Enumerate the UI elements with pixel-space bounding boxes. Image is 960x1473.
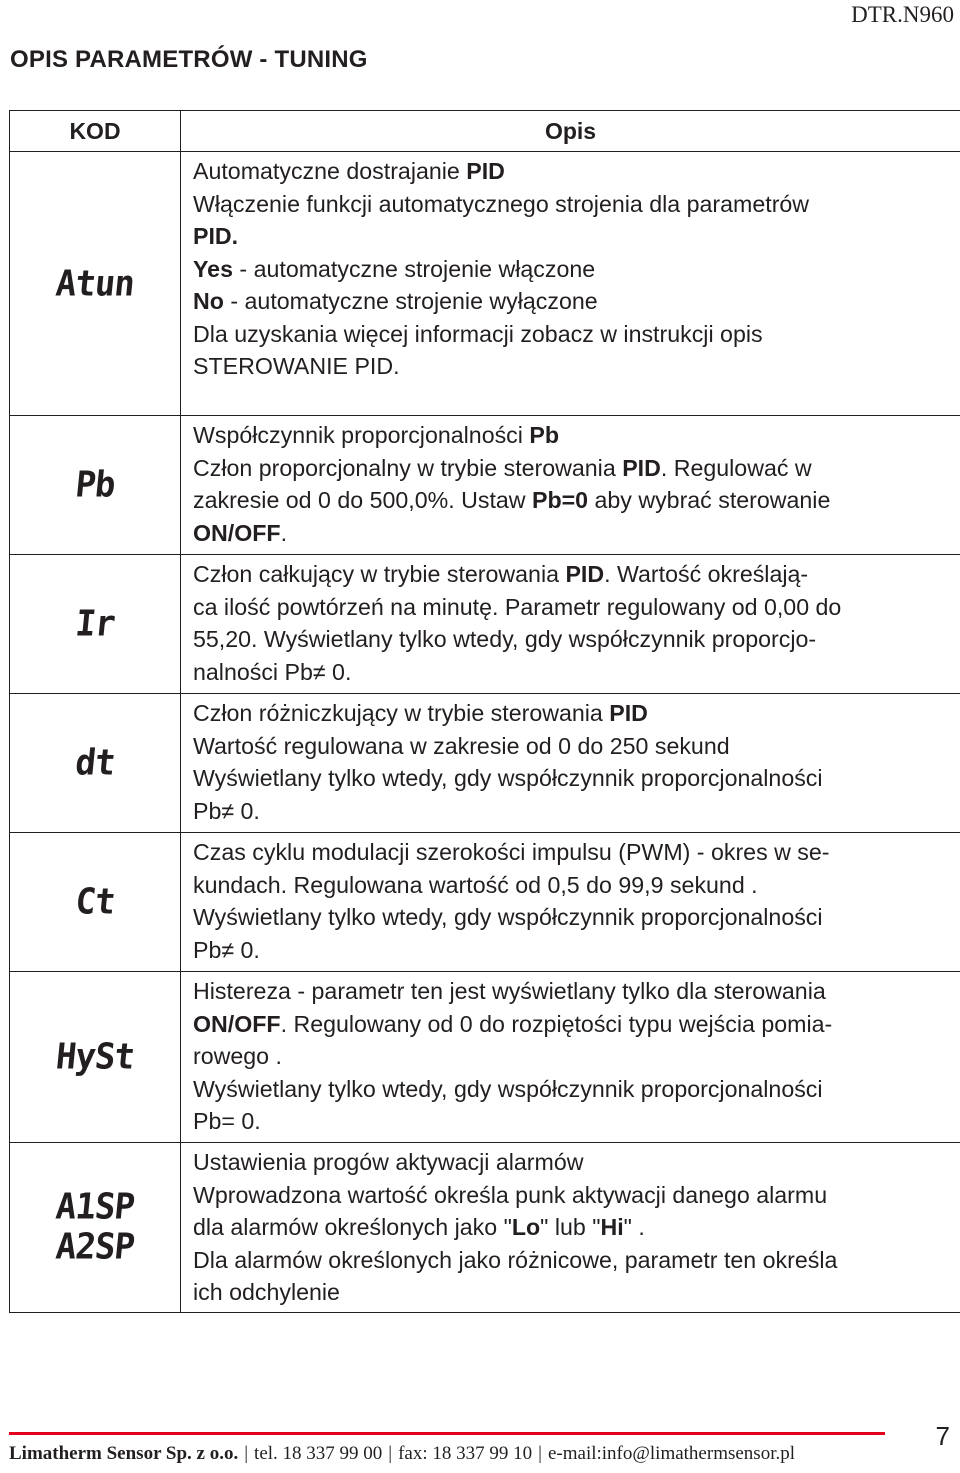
page-title: OPIS PARAMETRÓW - TUNING [10, 46, 368, 73]
text-segment: Człon różniczkujący w trybie sterowania [193, 700, 610, 726]
table-row [10, 1143, 960, 1313]
description-line [193, 1244, 956, 1277]
table-row [10, 694, 960, 833]
description-line [193, 484, 956, 517]
parameter-code-cell [10, 694, 181, 833]
description-line [193, 1040, 956, 1073]
text-segment: Czas cyklu modulacji szerokości impulsu (PWM) - okres w se- [193, 839, 830, 865]
parameter-description [181, 694, 960, 833]
text-segment: " . [623, 1214, 645, 1240]
text-segment: Pb≠ 0. [193, 936, 260, 963]
column-header-description: Opis [181, 111, 960, 152]
description-line [193, 285, 956, 318]
description-line [193, 975, 956, 1008]
parameter-code: Pb [73, 464, 117, 506]
text-segment: Lo [511, 1214, 541, 1240]
parameter-code-cell [10, 416, 181, 555]
parameter-code: Ir [73, 603, 117, 645]
footer-rule [9, 1432, 885, 1435]
description-line [193, 188, 956, 221]
text-segment: " lub " [540, 1214, 601, 1240]
text-segment: Wyświetlany tylko wtedy, gdy współczynnik proporcjonalności [193, 904, 823, 930]
description-line [193, 318, 956, 351]
description-line [193, 1008, 956, 1041]
footer-separator: | [244, 1443, 249, 1464]
description-line [193, 795, 956, 828]
text-segment: STEROWANIE PID. [193, 353, 400, 379]
parameter-description [181, 972, 960, 1143]
parameter-description [181, 833, 960, 972]
text-segment: rowego . [193, 1043, 282, 1069]
description-line [193, 1073, 956, 1106]
text-segment: Włączenie funkcji automatycznego strojenia dla parametrów [193, 190, 810, 217]
parameter-code: Atun [53, 262, 137, 305]
parameter-description [181, 416, 960, 555]
description-line [193, 762, 956, 795]
description-line [193, 253, 956, 286]
footer-company: Limatherm Sensor Sp. z o.o. [9, 1443, 239, 1464]
parameter-code: Ct [73, 881, 117, 923]
text-segment: Wprowadzona wartość określa punk aktywacji danego alarmu [193, 1181, 828, 1208]
description-line [193, 730, 956, 763]
table-row [10, 152, 960, 416]
text-segment: Wyświetlany tylko wtedy, gdy współczynnik proporcjonalności [193, 1075, 823, 1102]
description-line [193, 350, 956, 383]
parameter-description [181, 1143, 960, 1313]
text-segment: ca ilość powtórzeń na minutę. Parametr regulowany od 0,00 do [193, 593, 842, 620]
text-segment: Automatyczne dostrajanie [193, 158, 467, 184]
description-line [193, 1211, 956, 1244]
footer-phone: tel. 18 337 99 00 [254, 1443, 383, 1464]
text-segment: Pb= 0. [193, 1108, 261, 1134]
description-line [193, 623, 956, 656]
text-segment: PID [466, 158, 505, 184]
text-segment: . [280, 519, 288, 546]
footer-email: e-mail:info@limathermsensor.pl [547, 1443, 795, 1464]
description-line [193, 934, 956, 967]
text-segment: nalności Pb≠ 0. [193, 658, 352, 685]
parameter-code: HySt [53, 1036, 137, 1078]
parameter-code-cell [10, 972, 181, 1143]
table-row [10, 416, 960, 555]
description-line [193, 901, 956, 934]
document-code: DTR.N960 [851, 2, 954, 27]
description-line [193, 869, 956, 902]
text-segment: Yes [193, 255, 233, 282]
text-segment: . Regulowany od 0 do rozpiętości typu wejścia pomia- [280, 1010, 833, 1037]
parameter-code: A1SP [53, 1186, 137, 1229]
text-segment: - automatyczne strojenie włączone [232, 255, 596, 282]
footer [9, 1443, 795, 1465]
text-segment: 55,20. Wyświetlany tylko wtedy, gdy współczynnik proporcjo- [193, 626, 817, 652]
description-line [193, 155, 956, 188]
parameter-code-cell [10, 152, 181, 416]
description-line [193, 419, 956, 452]
description-line [193, 517, 956, 550]
column-header-code: KOD [10, 111, 181, 152]
text-segment: Współczynnik proporcjonalności [193, 422, 530, 448]
table-row [10, 555, 960, 694]
text-segment: aby wybrać sterowanie [588, 487, 831, 513]
text-segment: Dla uzyskania więcej informacji zobacz w instrukcji opis [193, 320, 763, 347]
text-segment: zakresie od 0 do 500,0%. Ustaw [193, 487, 532, 513]
text-segment: . Regulować w [660, 454, 812, 481]
description-line [193, 656, 956, 689]
text-segment: ON/OFF [193, 519, 281, 546]
footer-separator: | [538, 1443, 542, 1464]
text-segment: ich odchylenie [193, 1279, 340, 1305]
parameter-code-cell [10, 833, 181, 972]
text-segment: - automatyczne strojenie wyłączone [223, 288, 598, 314]
text-segment: Wartość regulowana w zakresie od 0 do 250 sekund [193, 732, 730, 759]
description-line [193, 558, 956, 591]
text-segment: Pb≠ 0. [193, 797, 260, 824]
text-segment: dla alarmów określonych jako " [193, 1214, 512, 1240]
description-line [193, 591, 956, 624]
description-line [193, 220, 956, 253]
parameter-code-cell [10, 1143, 181, 1313]
text-segment: Dla alarmów określonych jako różnicowe, parametr ten określa [193, 1246, 838, 1273]
parameters-table [9, 110, 960, 1313]
description-line [193, 1146, 956, 1179]
table-row [10, 833, 960, 972]
text-segment: Histereza - parametr ten jest wyświetlany tylko dla sterowania [193, 978, 826, 1004]
text-segment: Człon proporcjonalny w trybie sterowania [193, 454, 623, 481]
text-segment: Ustawienia progów aktywacji alarmów [193, 1149, 584, 1175]
text-segment: PID [622, 454, 661, 481]
text-segment: Wyświetlany tylko wtedy, gdy współczynnik proporcjonalności [193, 765, 823, 791]
description-line [193, 452, 956, 485]
parameter-code-cell [10, 555, 181, 694]
description-line [193, 697, 956, 730]
footer-fax: fax: 18 337 99 10 [398, 1443, 533, 1464]
parameter-code: dt [73, 742, 117, 784]
parameter-code: A2SP [53, 1226, 137, 1269]
footer-separator: | [388, 1443, 393, 1464]
table-row [10, 972, 960, 1143]
description-line [193, 1105, 956, 1138]
text-segment: Człon całkujący w trybie sterowania [193, 561, 566, 587]
text-segment: No [193, 288, 224, 314]
text-segment: Pb [529, 422, 560, 448]
text-segment: Pb=0 [531, 487, 589, 513]
text-segment: kundach. Regulowana wartość od 0,5 do 99,9 sekund . [193, 871, 758, 898]
description-line [193, 836, 956, 869]
text-segment: . Wartość określają- [604, 561, 809, 587]
description-line [193, 1179, 956, 1212]
parameter-description [181, 152, 960, 416]
text-segment: Hi [600, 1214, 624, 1240]
parameter-description [181, 555, 960, 694]
text-segment: PID [609, 700, 648, 726]
text-segment: ON/OFF [193, 1010, 281, 1037]
description-line [193, 1276, 956, 1309]
table-header-row [10, 111, 960, 152]
text-segment: PID [565, 561, 605, 587]
text-segment: PID. [193, 223, 239, 249]
page-number: 7 [935, 1421, 950, 1451]
